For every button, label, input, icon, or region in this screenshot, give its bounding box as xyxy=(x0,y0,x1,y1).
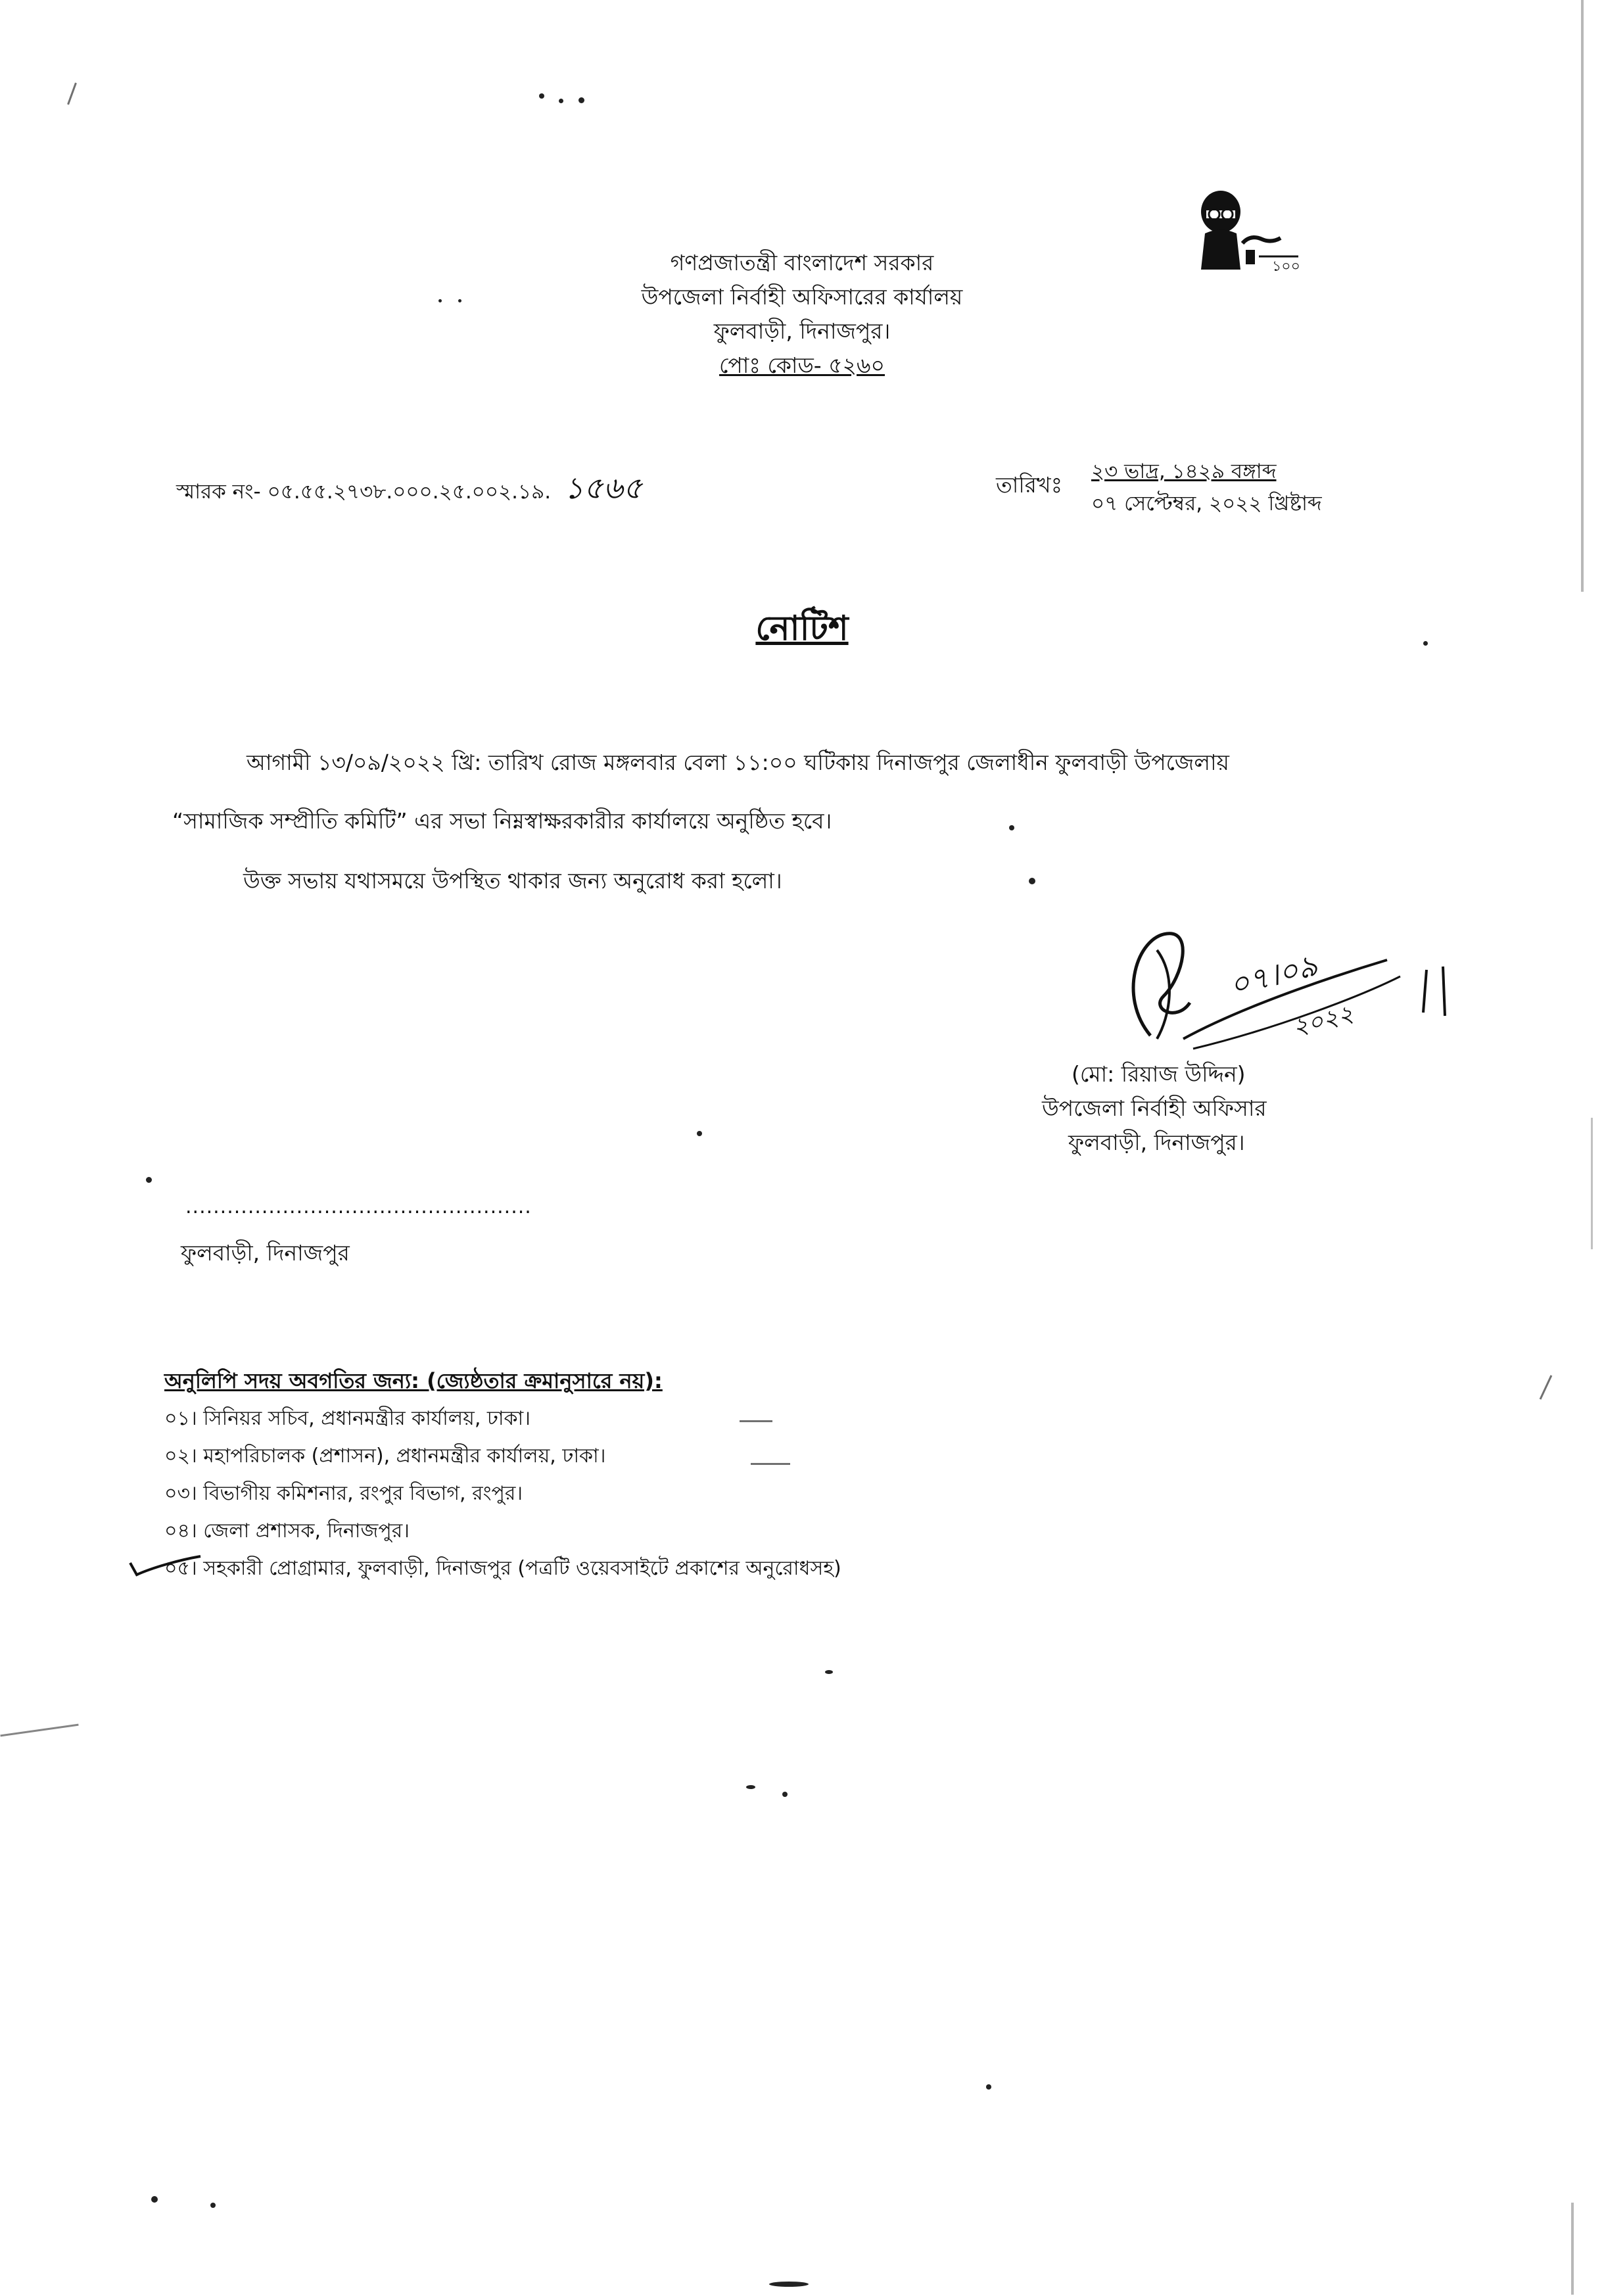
cc-list-item: ০২। মহাপরিচালক (প্রশাসন), প্রধানমন্ত্রীর কার্যালয়, ঢাকা। xyxy=(164,1445,606,1468)
scan-speck xyxy=(1009,825,1014,830)
recipient-location: ফুলবাড়ী, দিনাজপুর xyxy=(181,1240,350,1266)
scan-edge-noise xyxy=(0,1724,78,1737)
cc-heading: অনুলিপি সদয় অবগতির জন্য: (জ্যেষ্ঠতার ক্রমানুসারে নয়): xyxy=(164,1368,663,1393)
scan-edge-noise xyxy=(740,1420,772,1422)
checkmark-icon xyxy=(125,1548,204,1581)
memo-number-value: ০৫.৫৫.২৭৩৮.০০০.২৫.০০২.১৯. xyxy=(267,480,552,504)
scan-speck xyxy=(458,299,461,302)
scan-speck xyxy=(782,1792,788,1797)
cc-list-item: ০৪। জেলা প্রশাসক, দিনাজপুর। xyxy=(164,1519,410,1543)
header-postcode xyxy=(0,351,1604,380)
scan-speck xyxy=(746,1785,755,1789)
memo-handwritten-suffix: ১৫৬৫ xyxy=(563,470,643,506)
cc-list-item: ০৩। বিভাগীয় কমিশনার, রংপুর বিভাগ, রংপুর। xyxy=(164,1482,523,1505)
svg-text:০৭।০৯: ০৭।০৯ xyxy=(1225,947,1321,1003)
scan-speck xyxy=(210,2203,216,2208)
scan-speck xyxy=(438,299,442,302)
scan-speck xyxy=(151,2196,158,2203)
cc-list-item: ০১। সিনিয়র সচিব, প্রধানমন্ত্রীর কার্যালয়, ঢাকা। xyxy=(164,1407,531,1430)
signature-icon xyxy=(1078,897,1486,1068)
scan-edge-noise xyxy=(67,83,77,105)
date-label: তারিখঃ xyxy=(996,472,1063,498)
scan-speck xyxy=(825,1670,833,1674)
body-line-1: আগামী ১৩/০৯/২০২২ খ্রি: তারিখ রোজ মঙ্গলবার বেলা ১১:০০ ঘটিকায় দিনাজপুর জেলাধীন ফুলবাড়ী উপজেলায় xyxy=(247,750,1229,775)
scan-speck xyxy=(697,1131,702,1136)
memo-label: স্মারক নং- xyxy=(176,480,261,504)
mujib-centenary-logo-icon xyxy=(1180,184,1318,283)
date-gregorian: ০৭ সেপ্টেম্বর, ২০২২ খ্রিষ্টাব্দ xyxy=(1091,492,1322,515)
scan-edge-noise xyxy=(1591,1118,1593,1249)
header-location: ফুলবাড়ী, দিনাজপুর। xyxy=(713,318,891,344)
scan-speck xyxy=(1029,878,1035,884)
scan-speck xyxy=(578,97,584,103)
scan-edge-noise xyxy=(1571,2203,1574,2295)
recipient-placeholder: .................................................. xyxy=(185,1195,532,1218)
postcode-text: পোঃ কোড- ৫২৬০ xyxy=(719,352,885,378)
body-line-3: উক্ত সভায় যথাসময়ে উপস্থিত থাকার জন্য অনুরোধ করা হলো। xyxy=(243,868,782,894)
header-office: উপজেলা নির্বাহী অফিসারের কার্যালয় xyxy=(641,284,963,310)
scan-speck xyxy=(539,93,544,99)
scan-speck xyxy=(559,99,563,103)
memo-number xyxy=(176,466,642,515)
signer-office: ফুলবাড়ী, দিনাজপুর। xyxy=(1068,1130,1245,1155)
scan-edge-noise xyxy=(1581,0,1584,592)
svg-text:২০২২: ২০২২ xyxy=(1290,1000,1357,1041)
scan-edge-noise xyxy=(1540,1375,1553,1400)
signer-name: (মো: রিয়াজ উদ্দিন) xyxy=(1072,1061,1246,1087)
scan-speck xyxy=(769,2282,809,2287)
date-bangla: ২৩ ভাদ্র, ১৪২৯ বঙ্গাব্দ xyxy=(1091,460,1277,483)
body-line-2: “সামাজিক সম্প্রীতি কমিটি” এর সভা নিম্নস্বাক্ষরকারীর কার্যালয়ে অনুষ্ঠিত হবে। xyxy=(172,808,832,834)
scan-edge-noise xyxy=(751,1463,790,1465)
scan-speck xyxy=(1423,641,1428,646)
signer-designation: উপজেলা নির্বাহী অফিসার xyxy=(1042,1095,1267,1121)
scan-speck xyxy=(146,1177,152,1183)
page-title: নোটিশ xyxy=(755,609,849,648)
header-government: গণপ্রজাতন্ত্রী বাংলাদেশ সরকার xyxy=(670,250,934,275)
scan-speck xyxy=(986,2084,991,2090)
cc-list-item: ০৫। সহকারী প্রোগ্রামার, ফুলবাড়ী, দিনাজপুর (পত্রটি ওয়েবসাইটে প্রকাশের অনুরোধসহ) xyxy=(164,1557,841,1580)
svg-text:১০০: ১০০ xyxy=(1272,258,1300,275)
